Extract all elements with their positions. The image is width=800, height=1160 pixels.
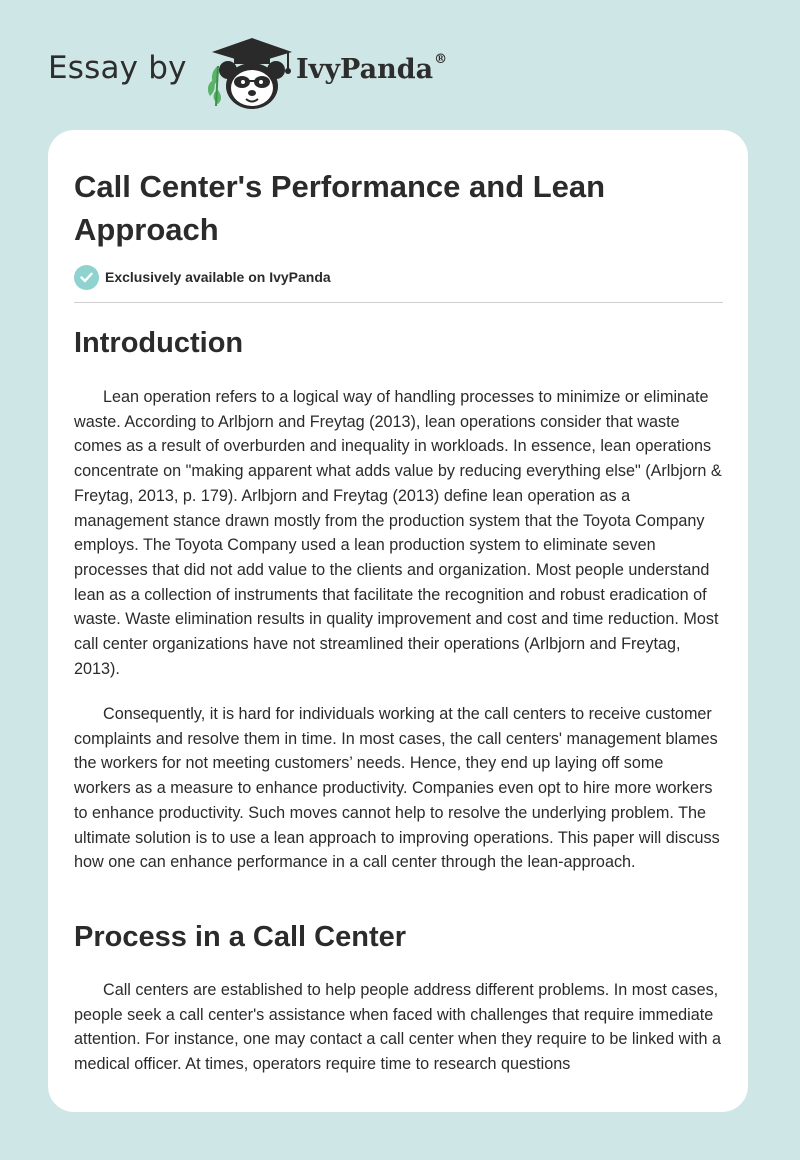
paragraph: Lean operation refers to a logical way of handling processes to minimize or eliminate waste. According to Arlbjorn and Freytag (2013), lean operations consider that waste comes as a result of overburden and inequality in workloads. In essence, lean operations concentrate on "making apparent what adds value by reducing everything else" (Arlbjorn & Freytag, 2013, p. 179). Arlbjorn and Freytag (2013) define lean operation as a management stance drawn mostly from the production system that the Toyota Company employs. The Toyota Company used a lean production system to eliminate seven processes that did not add value to the clients and organization. Most people understand lean as a collection of instruments that facilitate the recognition and robust eradication of waste. Waste elimination results in quality improvement and cost and time reduction. Most call center organizations have not streamlined their operations (Arlbjorn and Freytag, 2013). bbox=[74, 388, 722, 678]
section-heading-introduction: Introduction bbox=[74, 327, 244, 359]
paragraph: Call centers are established to help people address different problems. In most cases, people seek a call center's assistance when faced with challenges that require immediate attention. For instance, one may contact a call center when they require to be linked with a medical officer. At times, operators require time to research questions bbox=[74, 981, 721, 1074]
brand-prefix: Essay by bbox=[48, 50, 187, 86]
divider bbox=[74, 302, 723, 303]
checkmark-icon bbox=[74, 265, 99, 290]
paragraph: Consequently, it is hard for individuals working at the call centers to receive customer complaints and resolve them in time. In most cases, the call centers' management blames the workers for not meeting customers’ needs. Hence, they end up laying off some workers as a measure to enhance productivity. Companies even opt to hire more workers to enhance productivity. Such moves cannot help to resolve the underlying problem. The ultimate solution is to use a lean approach to improving operations. This paper will discuss how one can enhance performance in a call center through the lean-approach. bbox=[74, 705, 720, 872]
exclusive-badge bbox=[74, 264, 331, 290]
registered-mark: ® bbox=[434, 52, 448, 67]
article-title: Call Center's Performance and Lean Approach bbox=[74, 169, 606, 247]
article-card bbox=[48, 130, 748, 1112]
brand-header[interactable] bbox=[48, 34, 508, 114]
section-heading-process: Process in a Call Center bbox=[74, 921, 407, 953]
exclusive-label: Exclusively available on IvyPanda bbox=[105, 269, 331, 285]
ivypanda-logo-icon bbox=[204, 34, 300, 112]
brand-name: IvyPanda® bbox=[296, 52, 448, 85]
